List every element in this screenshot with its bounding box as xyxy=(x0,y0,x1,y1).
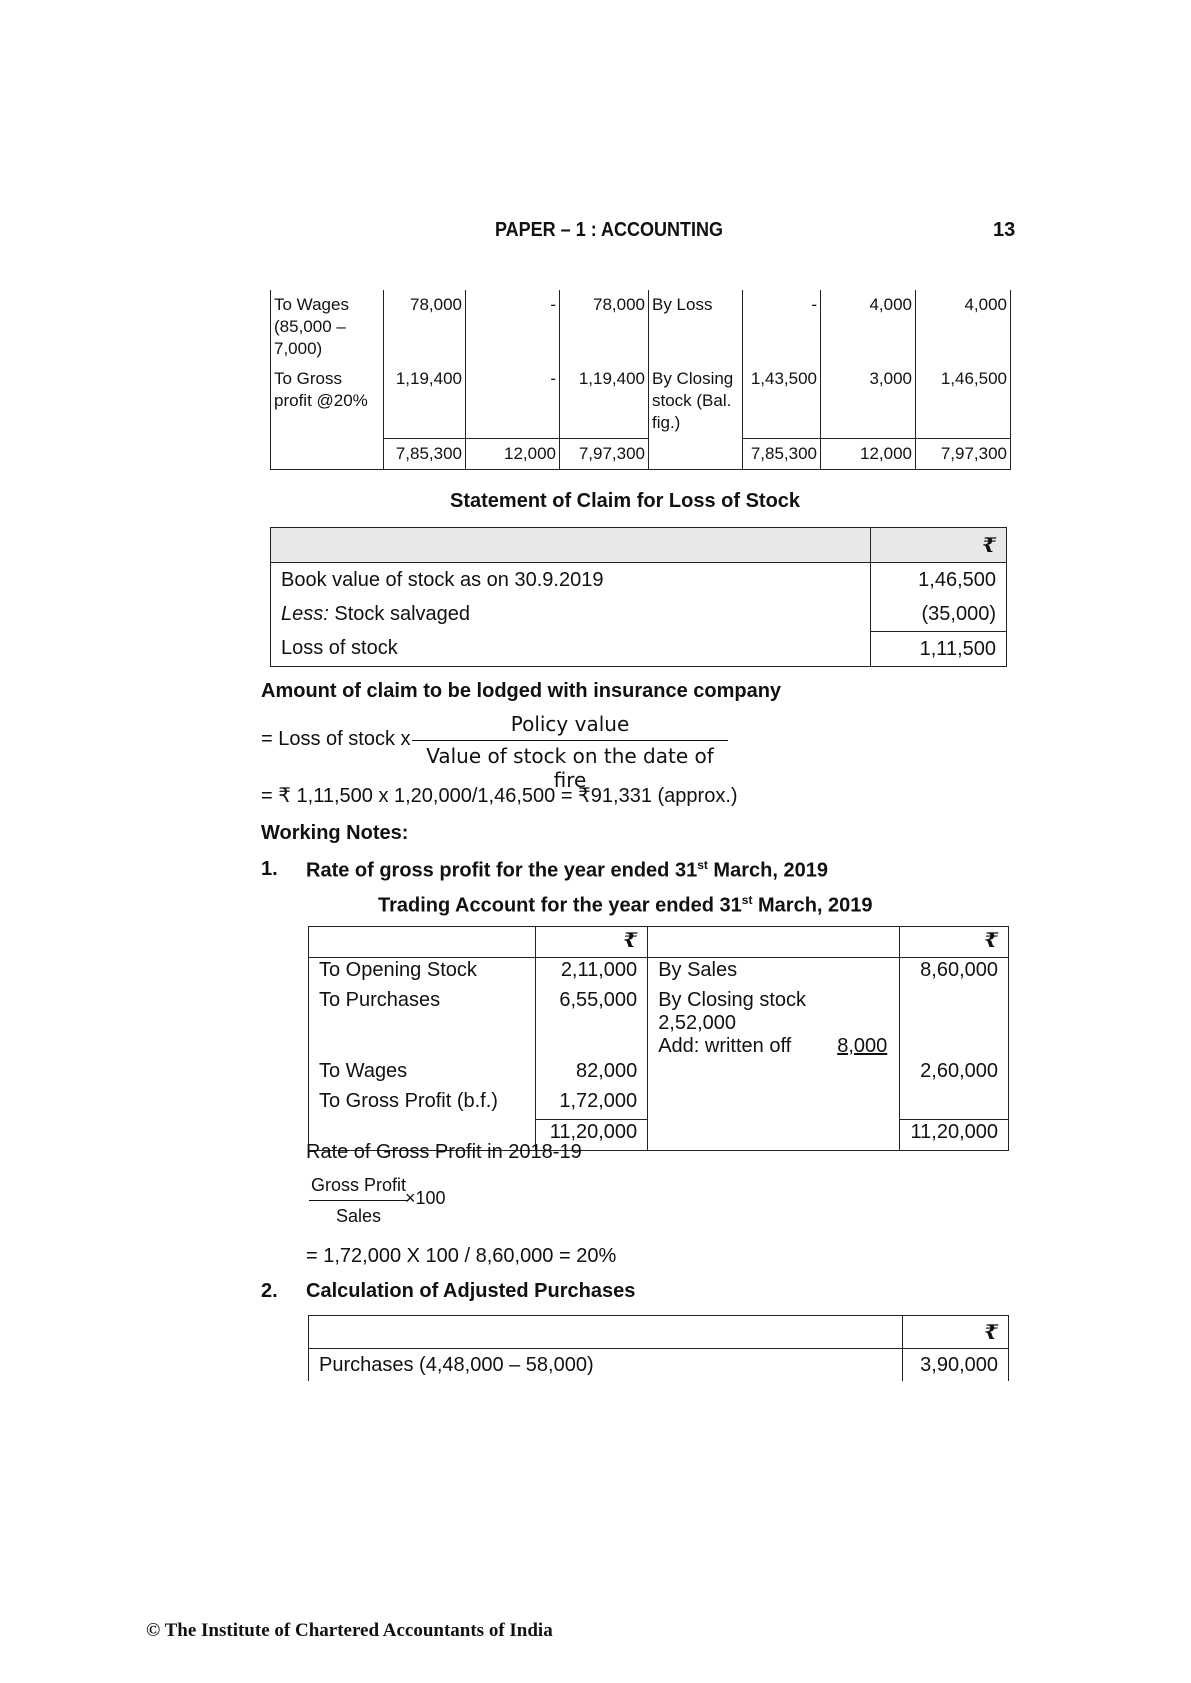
fraction-numerator: Policy value xyxy=(412,712,728,741)
table-cell: 4,000 xyxy=(916,290,1011,364)
table-cell: To Wages (85,000 – 7,000) xyxy=(271,290,384,364)
table-cell: 1,43,500 xyxy=(743,364,821,438)
table-cell: By Sales xyxy=(648,958,900,989)
table-cell xyxy=(899,988,1008,1059)
closing-stock-label: By Closing stock 2,52,000 xyxy=(658,989,807,1034)
table-cell: 7,97,300 xyxy=(916,438,1011,469)
table-cell xyxy=(648,1120,900,1151)
rupee-icon: ₹ xyxy=(984,928,998,952)
table-cell: 1,11,500 xyxy=(871,632,1007,667)
table-cell: 1,72,000 xyxy=(535,1089,647,1120)
working-notes-heading: Working Notes: xyxy=(261,822,409,844)
table-cell: By Loss xyxy=(649,290,743,364)
table-cell: 2,60,000 xyxy=(899,1059,1008,1089)
table-row xyxy=(271,563,1007,598)
table-cell: 7,97,300 xyxy=(560,438,649,469)
table-cell: To Gross Profit (b.f.) xyxy=(309,1089,536,1120)
table-cell xyxy=(648,1089,900,1120)
rupee-icon: ₹ xyxy=(984,1319,998,1344)
table-row xyxy=(271,290,1011,364)
trading-heading: Trading Account for the year ended 31st March, 2019 xyxy=(378,893,873,917)
fraction-denominator: Sales xyxy=(336,1206,382,1226)
table-total-row xyxy=(271,438,1011,469)
table-cell xyxy=(871,528,1007,563)
table-row xyxy=(309,1349,1009,1382)
table-row xyxy=(271,364,1011,438)
row-label: Stock salvaged xyxy=(328,602,471,625)
table-cell: 11,20,000 xyxy=(535,1120,647,1151)
table-row xyxy=(271,632,1007,667)
table-cell: 1,19,400 xyxy=(384,364,466,438)
less-label: Less: xyxy=(281,602,329,625)
table-cell: 1,46,500 xyxy=(871,563,1007,598)
note-title: Rate of gross profit for the year ended 31st March, 2019 xyxy=(306,858,828,882)
table-cell: Loss of stock xyxy=(271,632,871,667)
table-cell: - xyxy=(743,290,821,364)
loss-table xyxy=(270,290,1011,470)
table-cell: 78,000 xyxy=(384,290,466,364)
claim-table xyxy=(270,527,1007,667)
note-title: Calculation of Adjusted Purchases xyxy=(306,1280,636,1302)
table-cell: 82,000 xyxy=(535,1059,647,1089)
formula-left: = Loss of stock x xyxy=(261,728,411,750)
claim-heading: Statement of Claim for Loss of Stock xyxy=(450,490,801,512)
amount-claim-heading: Amount of claim to be lodged with insurance company xyxy=(261,680,782,702)
table-cell: Purchases (4,48,000 – 58,000) xyxy=(309,1349,903,1382)
table-cell: To Gross profit @20% xyxy=(271,364,384,438)
table-cell: 7,85,300 xyxy=(384,438,466,469)
table-cell: 2,11,000 xyxy=(535,958,647,989)
note-number: 2. xyxy=(261,1280,278,1302)
table-cell xyxy=(899,927,1008,958)
table-cell: 8,60,000 xyxy=(899,958,1008,989)
table-row xyxy=(309,1089,1009,1120)
table-cell xyxy=(903,1316,1009,1349)
table-row xyxy=(271,597,1007,632)
table-cell: 12,000 xyxy=(821,438,916,469)
rupee-icon: ₹ xyxy=(982,532,996,557)
rate-label: Rate of Gross Profit in 2018-19 xyxy=(306,1141,582,1163)
table-cell xyxy=(271,438,384,469)
gp-calculation: = 1,72,000 X 100 / 8,60,000 = 20% xyxy=(306,1245,617,1267)
table-cell: 11,20,000 xyxy=(899,1120,1008,1151)
table-cell xyxy=(648,988,900,1059)
table-header-row xyxy=(309,927,1009,958)
table-cell xyxy=(271,528,871,563)
table-cell xyxy=(649,438,743,469)
table-cell: To Purchases xyxy=(309,988,536,1059)
purchases-table xyxy=(308,1315,1009,1381)
table-cell: 4,000 xyxy=(821,290,916,364)
fraction-denominator: Value of stock on the date of fire xyxy=(426,744,714,792)
table-cell: 3,000 xyxy=(821,364,916,438)
table-row xyxy=(309,958,1009,989)
table-cell: - xyxy=(466,290,560,364)
page-number: 13 xyxy=(993,219,1016,241)
gp-multiplier: ×100 xyxy=(405,1188,446,1208)
table-cell: To Opening Stock xyxy=(309,958,536,989)
table-cell xyxy=(648,1059,900,1089)
table-cell: 3,90,000 xyxy=(903,1349,1009,1382)
add-written-off: Add: written off 8,000 xyxy=(658,1035,888,1057)
table-row xyxy=(309,1059,1009,1089)
claim-calculation: = ₹ 1,11,500 x 1,20,000/1,46,500 = ₹91,331 (approx.) xyxy=(261,785,738,807)
gp-fraction xyxy=(309,1175,408,1227)
table-header-row xyxy=(271,528,1007,563)
trading-table xyxy=(308,926,1009,1151)
table-cell: - xyxy=(466,364,560,438)
fraction-numerator: Gross Profit xyxy=(309,1175,408,1201)
table-cell: 7,85,300 xyxy=(743,438,821,469)
table-cell xyxy=(309,927,536,958)
table-cell xyxy=(271,597,871,632)
table-cell: 1,46,500 xyxy=(916,364,1011,438)
footer-copyright: © The Institute of Chartered Accountants of India xyxy=(146,1620,553,1641)
table-cell: To Wages xyxy=(309,1059,536,1089)
table-header-row xyxy=(309,1316,1009,1349)
page-header-title: PAPER – 1 : ACCOUNTING xyxy=(495,219,724,241)
table-cell: 1,19,400 xyxy=(560,364,649,438)
table-cell xyxy=(309,1316,903,1349)
table-row xyxy=(309,988,1009,1059)
table-cell xyxy=(648,927,900,958)
table-cell: 12,000 xyxy=(466,438,560,469)
rupee-icon: ₹ xyxy=(623,928,638,952)
table-cell: 78,000 xyxy=(560,290,649,364)
table-cell: By Closing stock (Bal. fig.) xyxy=(649,364,743,438)
table-cell: 6,55,000 xyxy=(535,988,647,1059)
table-cell: Book value of stock as on 30.9.2019 xyxy=(271,563,871,598)
table-cell xyxy=(535,927,647,958)
claim-fraction xyxy=(412,712,728,792)
note-number: 1. xyxy=(261,858,278,880)
table-cell: (35,000) xyxy=(871,597,1007,632)
table-cell xyxy=(899,1089,1008,1120)
